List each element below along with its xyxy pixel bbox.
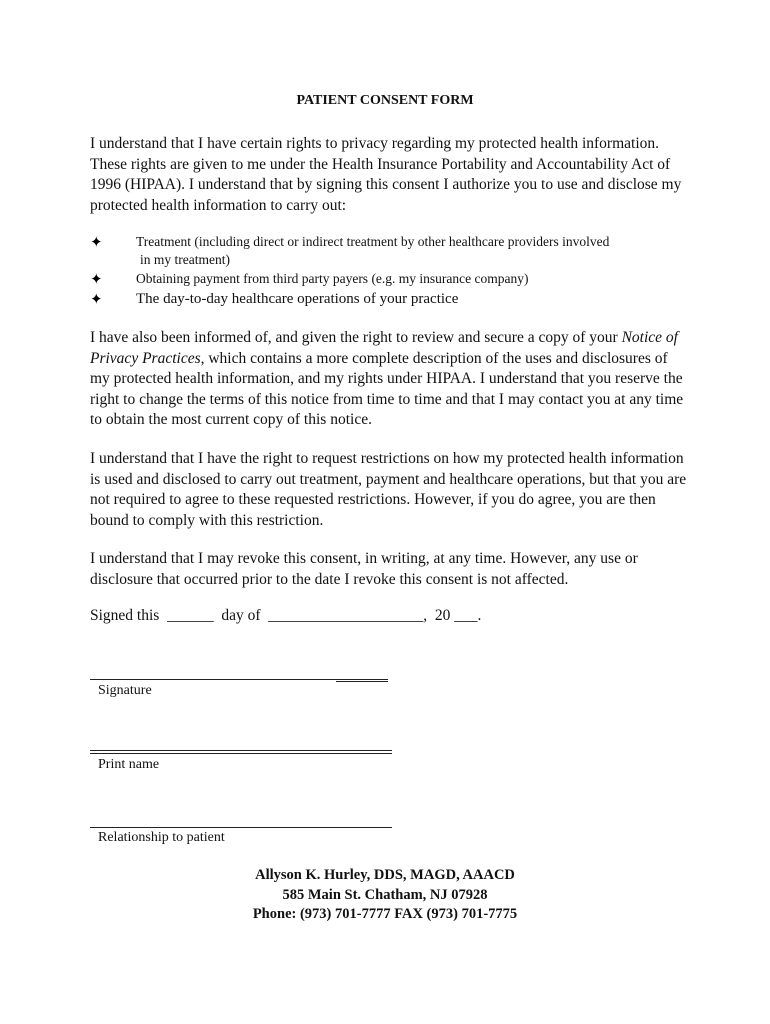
print-name-label: Print name [98, 757, 160, 772]
practice-name: Allyson K. Hurley, DDS, MAGD, AAACD [255, 867, 515, 883]
consent-paragraph-privacy-notice [90, 328, 690, 431]
consent-paragraph-intro: I understand that I have certain rights to privacy regarding my protected health information. These rights are given to me under the Health Insurance Portability and Accountability Act of 1996 (HIPAA). I understand that by signing this consent I authorize you to use and disclose my protected health information to carry out: [90, 135, 682, 214]
consent-paragraph-revoke: I understand that I may revoke this consent, in writing, at any time. However, any use or disclosure that occurred prior to the date I revoke this consent is not affected. [90, 550, 638, 588]
star-bullet-icon: ✦ [90, 270, 103, 288]
consent-paragraph-restrictions: I understand that I have the right to request restrictions on how my protected health information is used and disclosed to carry out treatment, payment and healthcare operations, but that you are not required to agree to these requested restrictions. However, if you do agree, you are then bound to comply with this restriction. [90, 450, 687, 529]
signature-line-extension [336, 681, 388, 682]
star-bullet-icon: ✦ [90, 290, 103, 308]
print-name-line[interactable] [90, 750, 392, 751]
practice-phone: Phone: (973) 701-7777 FAX (973) 701-7775 [252, 906, 518, 922]
signed-date-line[interactable]: Signed this ______ day of ____________________, 20 ___. [90, 607, 482, 624]
relationship-line[interactable] [90, 827, 392, 828]
para-text: I have also been informed of, and given the right to review and secure a copy of your [90, 329, 622, 346]
practice-footer [0, 866, 770, 925]
bullet-text: Treatment (including direct or indirect treatment by other healthcare providers involved [136, 234, 610, 249]
bullet-text-continued: in my treatment) [140, 252, 230, 267]
star-bullet-icon: ✦ [90, 233, 103, 251]
notice-title: Notice of Privacy Practices [90, 329, 678, 367]
signature-label: Signature [98, 683, 152, 698]
bullet-text: Obtaining payment from third party payers (e.g. my insurance company) [136, 271, 529, 286]
practice-address: 585 Main St. Chatham, NJ 07928 [282, 886, 488, 903]
para-text: , which contains a more complete description of the uses and disclosures of my protected health information, and my rights under HIPAA. I understand that you reserve the right to change the terms of this notice from time to time and that I may contact you at any time to obtain the most current copy of this notice. [90, 349, 684, 429]
print-name-line-double [90, 753, 392, 754]
bullet-text: The day-to-day healthcare operations of your practice [136, 291, 459, 307]
signature-line[interactable] [90, 679, 388, 680]
relationship-label: Relationship to patient [98, 830, 225, 845]
form-title: PATIENT CONSENT FORM [296, 93, 474, 108]
